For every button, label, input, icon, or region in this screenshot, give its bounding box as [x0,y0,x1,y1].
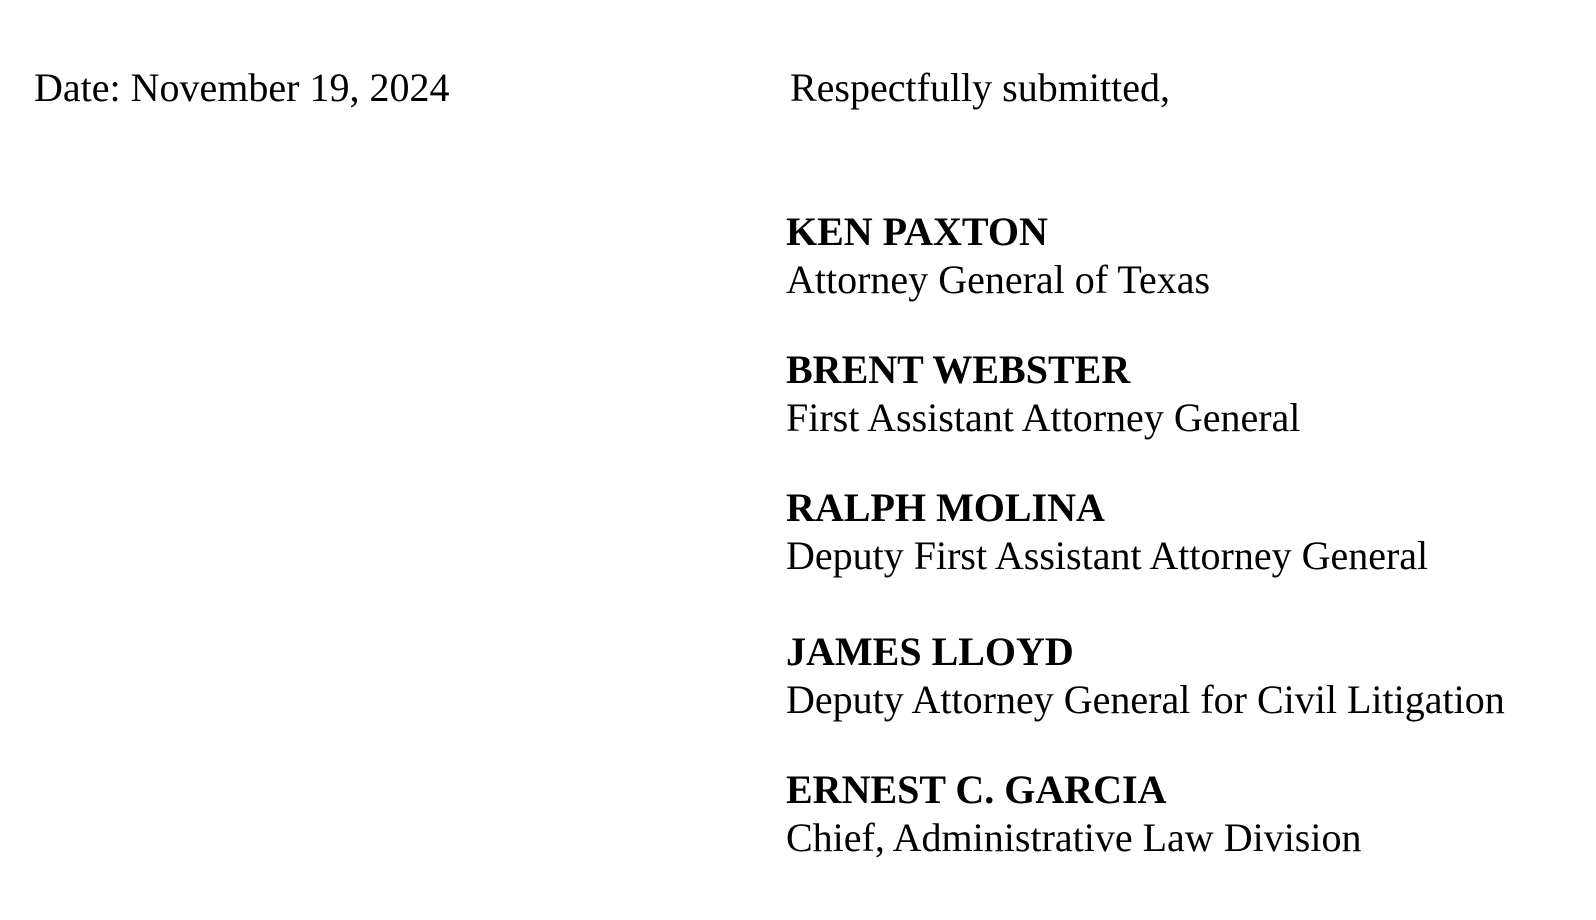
signatory-title: Attorney General of Texas [786,257,1211,302]
signatory-title: First Assistant Attorney General [786,395,1301,440]
signature-block [786,208,1576,904]
signatory-title: Chief, Administrative Law Division [786,815,1362,860]
signatory-name: JAMES LLOYD [786,629,1074,674]
signatory-james-lloyd [786,628,1576,766]
signatory-title: Deputy First Assistant Attorney General [786,533,1429,578]
signatory-ernest-garcia [786,766,1576,904]
signatory-brent-webster [786,346,1576,484]
signatory-name: BRENT WEBSTER [786,347,1131,392]
closing-text: Respectfully submitted, [790,65,1170,110]
signatory-title: Deputy Attorney General for Civil Litigation [786,677,1505,722]
signatory-name: KEN PAXTON [786,209,1048,254]
signatory-ken-paxton [786,208,1576,346]
date-line: Date: November 19, 2024 [34,65,450,110]
signatory-name: ERNEST C. GARCIA [786,767,1167,812]
signatory-ralph-molina [786,484,1576,628]
signatory-name: RALPH MOLINA [786,485,1105,530]
